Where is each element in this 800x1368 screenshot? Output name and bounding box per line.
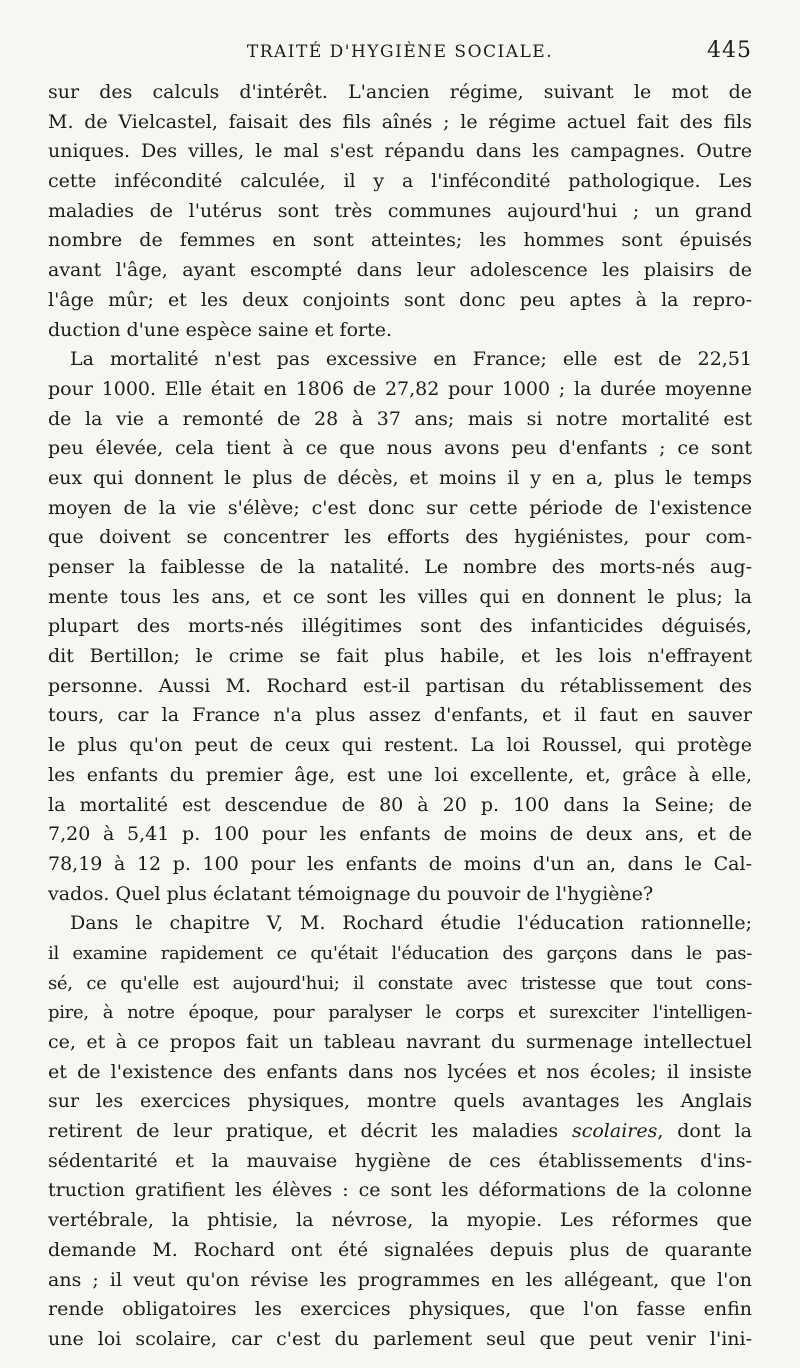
text-line: dit Bertillon; le crime se fait plus habile, et les lois n'effrayent [48, 645, 752, 668]
text-line: 7,20 à 5,41 p. 100 pour les enfants de moins de deux ans, et de [48, 823, 752, 846]
text-line: l'âge mûr; et les deux conjoints sont donc peu aptes à la repro- [48, 288, 752, 311]
page-number: 445 [707, 38, 752, 63]
text-line: ce, et à ce propos fait un tableau navrant du surmenage intellectuel [48, 1031, 752, 1053]
text-line: cette infécondité calculée, il y a l'infécondité pathologique. Les [48, 170, 752, 193]
text-line: sédentarité et la mauvaise hygiène de ces établissements d'ins- [48, 1149, 752, 1172]
italic-word: scolaires [571, 1120, 658, 1143]
text-line: truction gratifient les élèves : ce sont les déformations de la colonne [48, 1179, 752, 1202]
text-line: ans ; il veut qu'on révise les programmes en les allégeant, que l'on [48, 1268, 752, 1291]
running-title: TRAITÉ D'HYGIÈNE SOCIALE. [246, 42, 554, 62]
text-line: sé, ce qu'elle est aujourd'hui; il constate avec tristesse que tout cons- [48, 972, 752, 994]
text-line: maladies de l'utérus sont très communes aujourd'hui ; un grand [48, 199, 752, 222]
text-line: avant l'âge, ayant escompté dans leur adolescence les plaisirs de [48, 259, 752, 282]
text-line: vertébrale, la phtisie, la névrose, la myopie. Les réformes que [48, 1209, 752, 1232]
text-line: et de l'existence des enfants dans nos lycées et nos écoles; il insiste [48, 1060, 752, 1083]
text-line: penser la faiblesse de la natalité. Le nombre des morts-nés aug- [48, 556, 752, 578]
text-line: tours, car la France n'a plus assez d'enfants, et il faut en sauver [48, 704, 752, 727]
text-line: la mortalité est descendue de 80 à 20 p. 100 dans la Seine; de [48, 793, 752, 816]
text-line: peu élevée, cela tient à ce que nous avons peu d'enfants ; ce sont [48, 437, 752, 460]
text-line: plupart des morts-nés illégitimes sont des infanticides déguisés, [48, 615, 752, 638]
text-line: 78,19 à 12 p. 100 pour les enfants de moins d'un an, dans le Cal- [48, 852, 752, 875]
text-line: eux qui donnent le plus de décès, et moins il y en a, plus le temps [48, 466, 752, 489]
text-line: uniques. Des villes, le mal s'est répandu dans les campagnes. Outre [48, 140, 752, 163]
text-line: mente tous les ans, et ce sont les villes qui en donnent le plus; la [48, 585, 752, 608]
paragraph-start-line: La mortalité n'est pas excessive en France; elle est de 22,51 [70, 348, 752, 371]
text-line-with-italic [48, 1117, 752, 1147]
text-line: nombre de femmes en sont atteintes; les hommes sont épuisés [48, 229, 752, 252]
body-text [48, 78, 752, 1355]
text-line: une loi scolaire, car c'est du parlement seul que peut venir l'ini- [48, 1327, 752, 1350]
line-text-tail: , dont la [657, 1120, 752, 1143]
paragraph-start-line: Dans le chapitre V, M. Rochard étudie l'éducation rationnelle; [70, 912, 752, 935]
text-line: sur des calculs d'intérêt. L'ancien régime, suivant le mot de [48, 81, 752, 103]
text-line: pour 1000. Elle était en 1806 de 27,82 pour 1000 ; la durée moyenne [48, 377, 752, 400]
text-line: le plus qu'on peut de ceux qui restent. La loi Roussel, qui protège [48, 734, 752, 757]
text-line: moyen de la vie s'élève; c'est donc sur cette période de l'existence [48, 496, 752, 519]
paragraph-end-line: duction d'une espèce saine et forte. [48, 318, 393, 341]
text-line: pire, à notre époque, pour paralyser le corps et surexciter l'intelligen- [48, 1002, 752, 1024]
text-line: demande M. Rochard ont été signalées depuis plus de quarante [48, 1238, 752, 1261]
text-line: que doivent se concentrer les efforts des hygiénistes, pour com- [48, 526, 752, 549]
text-line: rende obligatoires les exercices physiques, que l'on fasse enfin [48, 1298, 752, 1321]
text-line: M. de Vielcastel, faisait des fils aînés ; le régime actuel fait des fils [48, 110, 752, 133]
text-line: sur les exercices physiques, montre quels avantages les Anglais [48, 1090, 752, 1113]
running-head [48, 38, 752, 68]
line-text: retirent de leur pratique, et décrit les maladies [48, 1120, 559, 1143]
paragraph-end-line: vados. Quel plus éclatant témoignage du pouvoir de l'hygiène? [48, 882, 654, 905]
text-line: personne. Aussi M. Rochard est-il partisan du rétablissement des [48, 674, 752, 697]
text-line: il examine rapidement ce qu'était l'éducation des garçons dans le pas- [48, 942, 752, 964]
text-line: de la vie a remonté de 28 à 37 ans; mais si notre mortalité est [48, 407, 752, 430]
text-line: les enfants du premier âge, est une loi excellente, et, grâce à elle, [48, 763, 752, 786]
